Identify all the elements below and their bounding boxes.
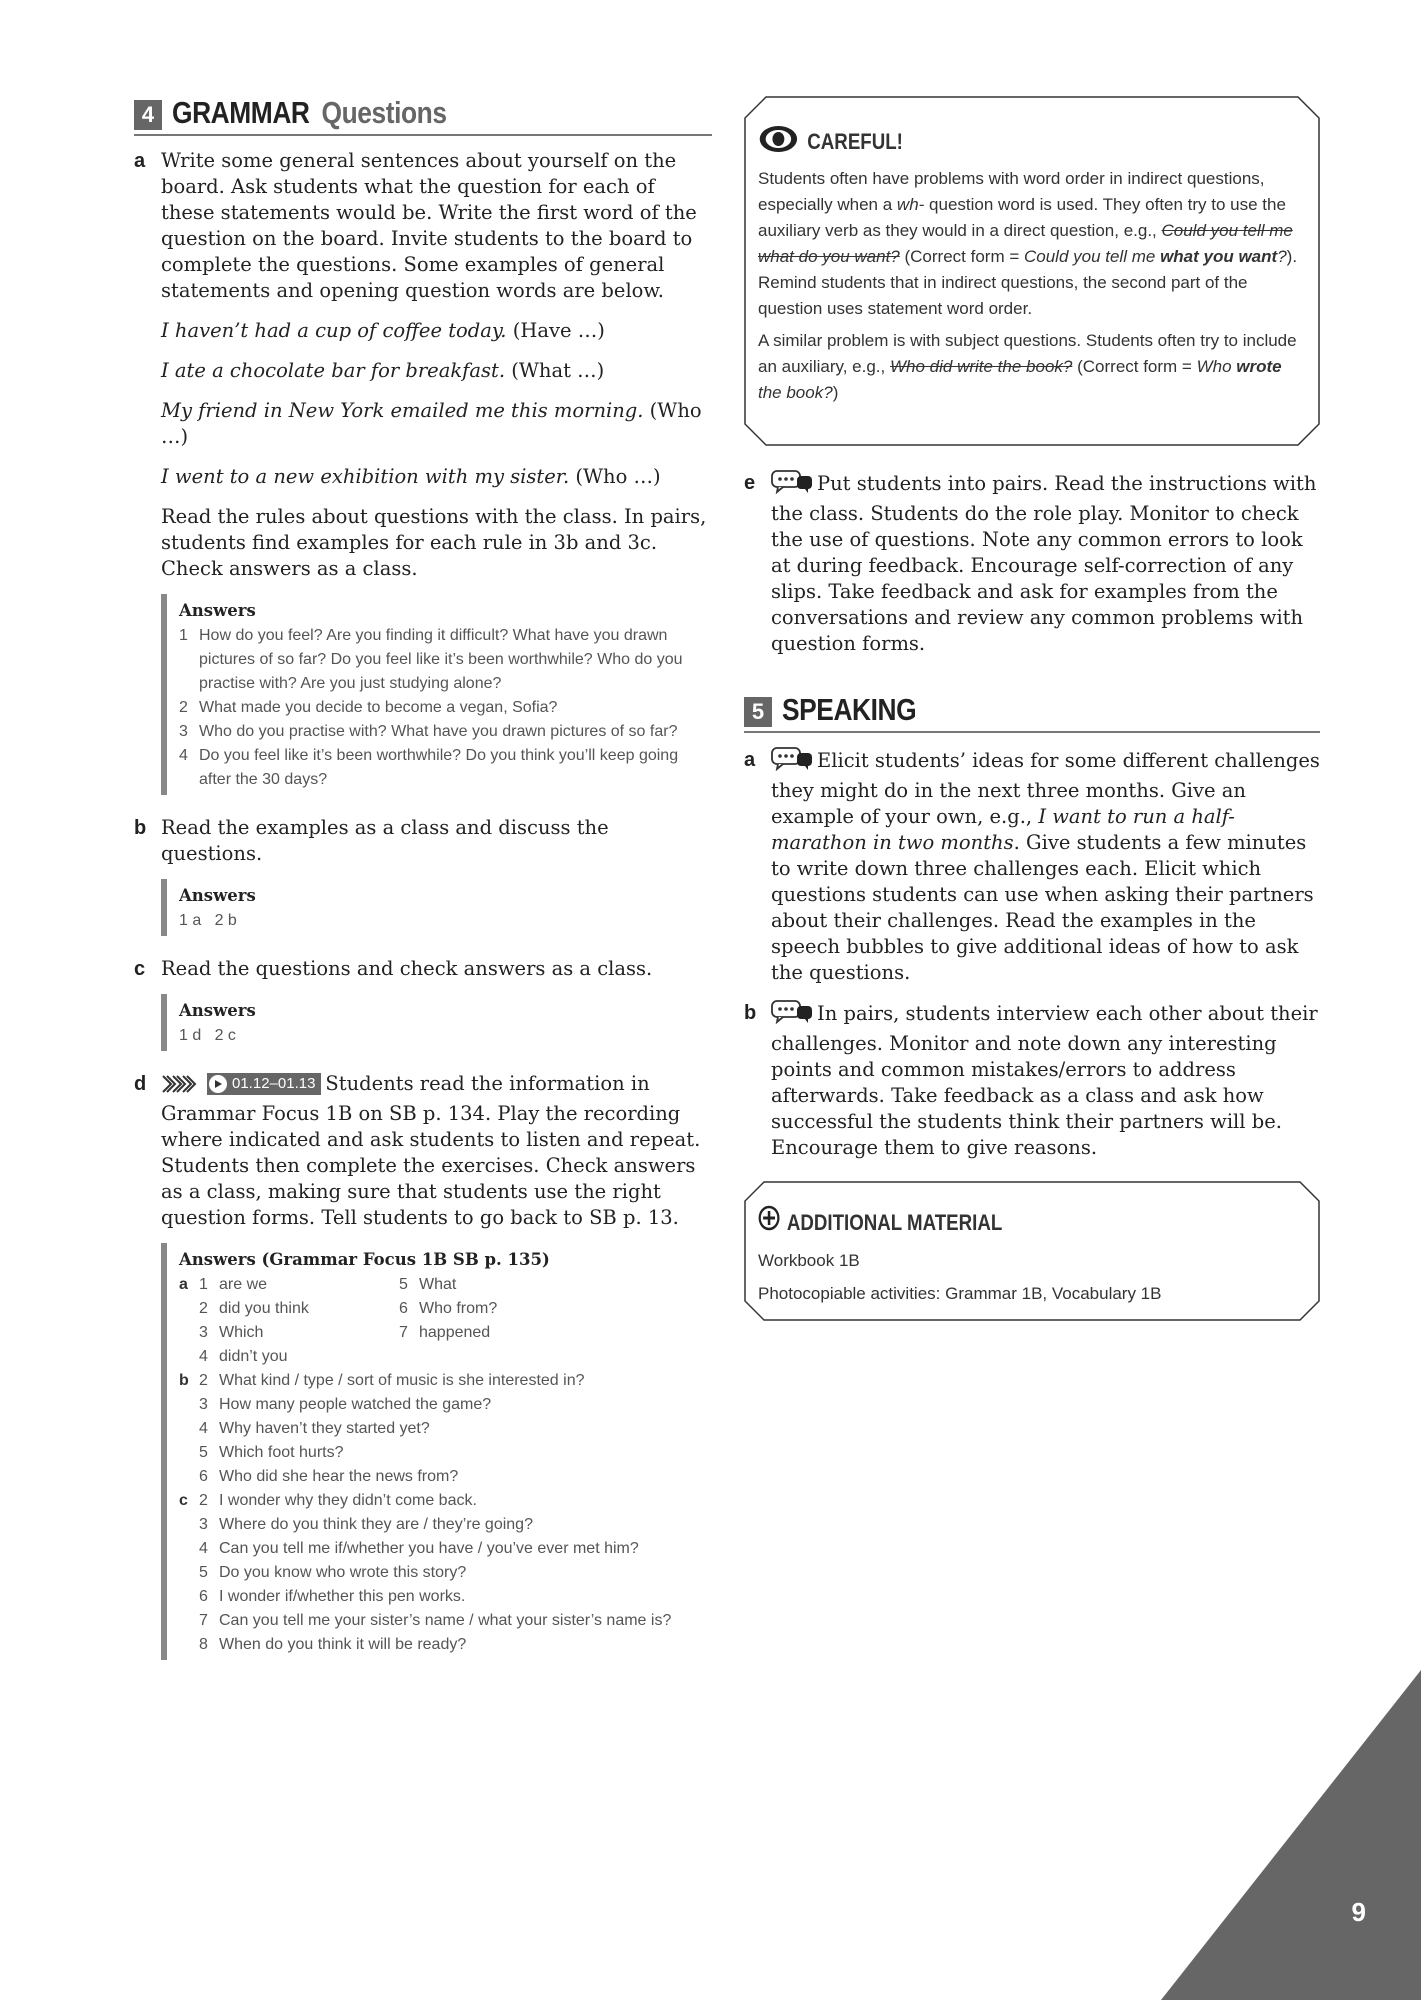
answer-text: Which foot hurts? — [219, 1444, 344, 1461]
right-column — [744, 96, 1320, 1321]
answer-text: What kind / type / sort of music is she interested in? — [219, 1372, 585, 1389]
answer-text: I wonder why they didn’t come back. — [219, 1492, 477, 1509]
careful-text: wh- — [896, 195, 925, 214]
answers-box-a — [161, 594, 712, 795]
example-tail: (Who …) — [569, 465, 661, 488]
answer-number: 2 — [199, 1300, 208, 1317]
speaking-b-body-text: In pairs, students interview each other about their challenges. Monitor and note down any interesting points and common mistakes/errors to address afterwards. Take feedback as a class and ask how successful the students think their partners will be. Encourage them to give reasons. — [771, 1002, 1318, 1159]
example-sentence — [161, 398, 712, 450]
example-sentence — [161, 318, 712, 344]
careful-text: ). Remind students that in indirect questions, the second part of the question uses statement word order. — [758, 247, 1298, 318]
answer-number: 4 — [199, 1348, 208, 1365]
correct-example: Could you tell me — [1023, 247, 1161, 266]
speech-bubbles-icon — [771, 1000, 813, 1031]
answers-heading: Answers (Grammar Focus 1B SB p. 135) — [179, 1250, 550, 1269]
answer-row — [179, 1393, 712, 1417]
answer-number: 5 — [399, 1276, 408, 1293]
additional-line: Photocopiable activities: Grammar 1B, Vocabulary 1B — [758, 1284, 1162, 1303]
careful-text: Students often have problems with word order in indirect questions, especially when a — [758, 169, 1265, 214]
plus-circle-icon — [758, 1205, 780, 1240]
answer-row — [179, 744, 712, 792]
answer-group — [179, 1441, 199, 1465]
answers-heading: Answers — [179, 886, 256, 905]
answer-group — [179, 1609, 199, 1633]
speaking-a-example: I want to run a half-marathon in two months — [771, 805, 1235, 854]
answer-number: 5 — [199, 1564, 208, 1581]
careful-text: A similar problem is with subject questions. Students often try to include an auxiliary, e.g., — [758, 331, 1297, 376]
answer-number: 2 — [179, 699, 188, 716]
answer-row — [179, 1441, 712, 1465]
speaking-a-text — [771, 747, 1320, 986]
answer-group — [179, 1417, 199, 1441]
answer-row — [179, 1489, 712, 1513]
additional-heading — [758, 1205, 1224, 1240]
answer-group — [179, 1393, 199, 1417]
answer-row — [179, 1633, 712, 1657]
section-title: SPEAKING — [782, 692, 917, 727]
item-letter: a — [134, 150, 146, 172]
answer-row — [179, 1537, 712, 1561]
careful-box — [744, 96, 1320, 446]
speaking-a-body-text: Elicit students’ ideas for some different challenges they might do in the next three months. Give an example of your own, e.g., — [771, 749, 1320, 828]
answer-row — [179, 1609, 712, 1633]
answer-text: Can you tell me your sister’s name / what your sister’s name is? — [219, 1612, 672, 1629]
page-number: 9 — [1351, 1897, 1366, 1927]
item-letter: b — [134, 817, 147, 839]
answer-group — [179, 1537, 199, 1561]
item-d-body-text: Students read the information in Grammar Focus 1B on SB p. 134. Play the recording where indicated and ask students to listen and repeat. Students then complete the exercises. Check answers as a class, making sure that students use the right question forms. Tell students to go back to SB p. 13. — [161, 1072, 701, 1229]
grammar-item-b — [134, 815, 712, 938]
answer-text: did you think — [219, 1300, 309, 1317]
answer-text: happened — [419, 1324, 491, 1341]
careful-text: question word is used. They often try to use the auxiliary verb as they would in a direct question, e.g., — [758, 195, 1286, 240]
audio-track-button[interactable] — [207, 1073, 321, 1095]
answer-text: When do you think it will be ready? — [219, 1636, 467, 1653]
answer-row — [179, 1513, 712, 1537]
answer-group — [179, 1633, 199, 1657]
grammar-item-a — [134, 148, 712, 797]
grammar-item-d — [134, 1071, 712, 1662]
item-letter: b — [744, 1002, 757, 1024]
example-italic: I ate a chocolate bar for breakfast. — [161, 359, 506, 382]
answer-row — [179, 1465, 712, 1489]
careful-text: (Correct form = — [899, 247, 1024, 266]
answer-text: Can you tell me if/whether you have / you’ve ever met him? — [219, 1540, 639, 1557]
example-tail: (Who …) — [161, 399, 702, 448]
item-e-text — [771, 470, 1320, 657]
answer-group — [179, 1321, 199, 1345]
answer-text: How many people watched the game? — [219, 1396, 492, 1413]
answer-number: 3 — [179, 723, 188, 740]
example-italic: I went to a new exhibition with my sister. — [161, 465, 570, 488]
speaking-b-text — [771, 1000, 1320, 1161]
answer-text: 1 a 2 b — [179, 912, 237, 929]
answer-group — [179, 1561, 199, 1585]
item-letter: d — [134, 1073, 147, 1095]
answer-number: 3 — [199, 1324, 208, 1341]
section-number: 5 — [744, 697, 772, 727]
example-italic: My friend in New York emailed me this morning. — [161, 399, 644, 422]
answer-number: 6 — [399, 1300, 408, 1317]
incorrect-example: Could you tell me what do you want? — [758, 221, 1293, 266]
example-tail: (What …) — [505, 359, 605, 382]
answers-heading: Answers — [179, 1001, 256, 1020]
answer-number: 1 — [199, 1276, 208, 1293]
speaking-item-a — [744, 747, 1320, 986]
item-a-intro: Write some general sentences about yourself on the board. Ask students what the question for each of these statements would be. Write the first word of the question on the board. Invite students to the board to complete the questions. Some examples of general statements and opening question words are below. — [161, 149, 697, 302]
item-a-rules: Read the rules about questions with the class. In pairs, students find examples for each rule in 3b and 3c. Check answers as a class. — [161, 505, 707, 580]
grammar-item-c — [134, 956, 712, 1053]
item-c-text: Read the questions and check answers as a class. — [161, 957, 653, 980]
careful-text: ) — [832, 383, 839, 402]
answer-number: 4 — [199, 1420, 208, 1437]
answer-number: 1 — [179, 627, 188, 644]
answer-row — [179, 1369, 712, 1393]
speaking-item-b — [744, 1000, 1320, 1161]
audio-track-label: 01.12–01.13 — [232, 1075, 316, 1092]
answer-group — [179, 1465, 199, 1489]
answer-group: c — [179, 1492, 188, 1509]
careful-title: CAREFUL! — [807, 129, 903, 154]
answer-text: Do you know who wrote this story? — [219, 1564, 467, 1581]
answer-text: What — [419, 1276, 457, 1293]
answer-row — [179, 720, 712, 744]
additional-title: ADDITIONAL MATERIAL — [786, 1210, 1003, 1235]
forward-arrows-icon — [161, 1074, 203, 1101]
answer-number: 7 — [199, 1612, 208, 1629]
answer-row — [179, 624, 712, 696]
answer-number: 5 — [199, 1444, 208, 1461]
answers-box-c — [161, 994, 712, 1051]
answer-row — [179, 1417, 712, 1441]
example-sentence — [161, 464, 712, 490]
answers-box-d — [161, 1243, 712, 1660]
example-tail: (Have …) — [506, 319, 605, 342]
answer-group — [179, 1585, 199, 1609]
incorrect-example: Who did write the book? — [889, 357, 1073, 376]
answer-text: 1 d 2 c — [179, 1027, 236, 1044]
answer-group: b — [179, 1372, 189, 1389]
answer-text: I wonder if/whether this pen works. — [219, 1588, 466, 1605]
answer-group: a — [179, 1276, 188, 1293]
answer-text: Who from? — [419, 1300, 498, 1317]
careful-text: (Correct form = — [1072, 357, 1197, 376]
eye-icon — [758, 124, 799, 160]
answer-number: 7 — [399, 1324, 408, 1341]
careful-paragraph-1 — [758, 166, 1306, 322]
answer-text: How do you feel? Are you finding it difficult? What have you drawn pictures of so far? Do you feel like it’s been worthwhile? Who do you practise with? Are you just studying alone? — [199, 627, 683, 692]
answer-row — [179, 1585, 712, 1609]
answer-text: What made you decide to become a vegan, Sofia? — [199, 699, 558, 716]
section-title-main: GRAMMAR — [172, 95, 310, 130]
item-letter: c — [134, 958, 146, 980]
section-title — [172, 96, 447, 130]
answer-text: are we — [219, 1276, 268, 1293]
answer-row — [179, 696, 712, 720]
answers-heading: Answers — [179, 601, 256, 620]
speech-bubbles-icon — [771, 747, 813, 778]
answer-number: 4 — [199, 1540, 208, 1557]
answer-number: 2 — [199, 1372, 208, 1389]
item-b-text: Read the examples as a class and discuss the questions. — [161, 816, 609, 865]
example-italic: I haven’t had a cup of coffee today. — [161, 319, 507, 342]
grammar-item-e — [744, 470, 1320, 657]
item-e-body-text: Put students into pairs. Read the instructions with the class. Students do the role play. Monitor to check the use of questions. Note any common errors to look at during feedback. Encourage self-correction of any slips. Take feedback and ask for examples from the conversations and review any common problems with question forms. — [771, 472, 1317, 655]
answer-number: 4 — [179, 747, 188, 764]
answer-row — [179, 1024, 712, 1048]
additional-line: Workbook 1B — [758, 1251, 860, 1270]
answer-number: 3 — [199, 1516, 208, 1533]
correct-example-bold: what you want — [1160, 247, 1278, 266]
careful-paragraph-2 — [758, 328, 1306, 406]
answer-number: 6 — [199, 1588, 208, 1605]
correct-example: Who — [1196, 357, 1237, 376]
correct-example-bold: wrote — [1236, 357, 1282, 376]
section-subtitle: Questions — [321, 95, 447, 130]
answer-row — [179, 909, 712, 933]
play-icon — [209, 1075, 227, 1093]
answer-text: didn’t you — [219, 1348, 288, 1365]
answer-group — [179, 1345, 199, 1369]
speaking-a-body-text: . Give students a few minutes to write down three challenges each. Elicit which questions students can use when asking their partners about their challenges. Read the examples in the speech bubbles to give additional ideas of how to ask the questions. — [771, 831, 1314, 984]
answer-text: Why haven’t they started yet? — [219, 1420, 430, 1437]
answer-text: Which — [219, 1324, 264, 1341]
answer-text: Who did she hear the news from? — [219, 1468, 459, 1485]
answer-row — [179, 1561, 712, 1585]
careful-heading — [758, 124, 1224, 160]
answers-box-b — [161, 879, 712, 936]
section-number: 4 — [134, 100, 162, 130]
item-letter: e — [744, 472, 756, 494]
page-corner-triangle — [1161, 1670, 1421, 2000]
grammar-section-heading — [134, 96, 712, 136]
answer-number: 3 — [199, 1396, 208, 1413]
answer-number — [399, 1345, 419, 1369]
answer-number: 2 — [199, 1492, 208, 1509]
answer-text: Who do you practise with? What have you drawn pictures of so far? — [199, 723, 678, 740]
answer-group — [179, 1297, 199, 1321]
answer-text — [419, 1345, 712, 1369]
example-sentence — [161, 358, 712, 384]
answer-text: Where do you think they are / they’re going? — [219, 1516, 533, 1533]
additional-material-box — [744, 1181, 1320, 1321]
answer-text: Do you feel like it’s been worthwhile? Do you think you’ll keep going after the 30 days? — [199, 747, 679, 788]
answer-number: 8 — [199, 1636, 208, 1653]
item-d-text — [161, 1071, 712, 1231]
answer-group — [179, 1513, 199, 1537]
speech-bubbles-icon — [771, 470, 813, 501]
answers-grid-a — [179, 1273, 712, 1369]
left-column — [134, 96, 712, 1662]
speaking-section-heading — [744, 693, 1320, 733]
correct-example: the book? — [758, 383, 833, 402]
correct-example: ? — [1277, 247, 1287, 266]
answer-number: 6 — [199, 1468, 208, 1485]
item-letter: a — [744, 749, 756, 771]
